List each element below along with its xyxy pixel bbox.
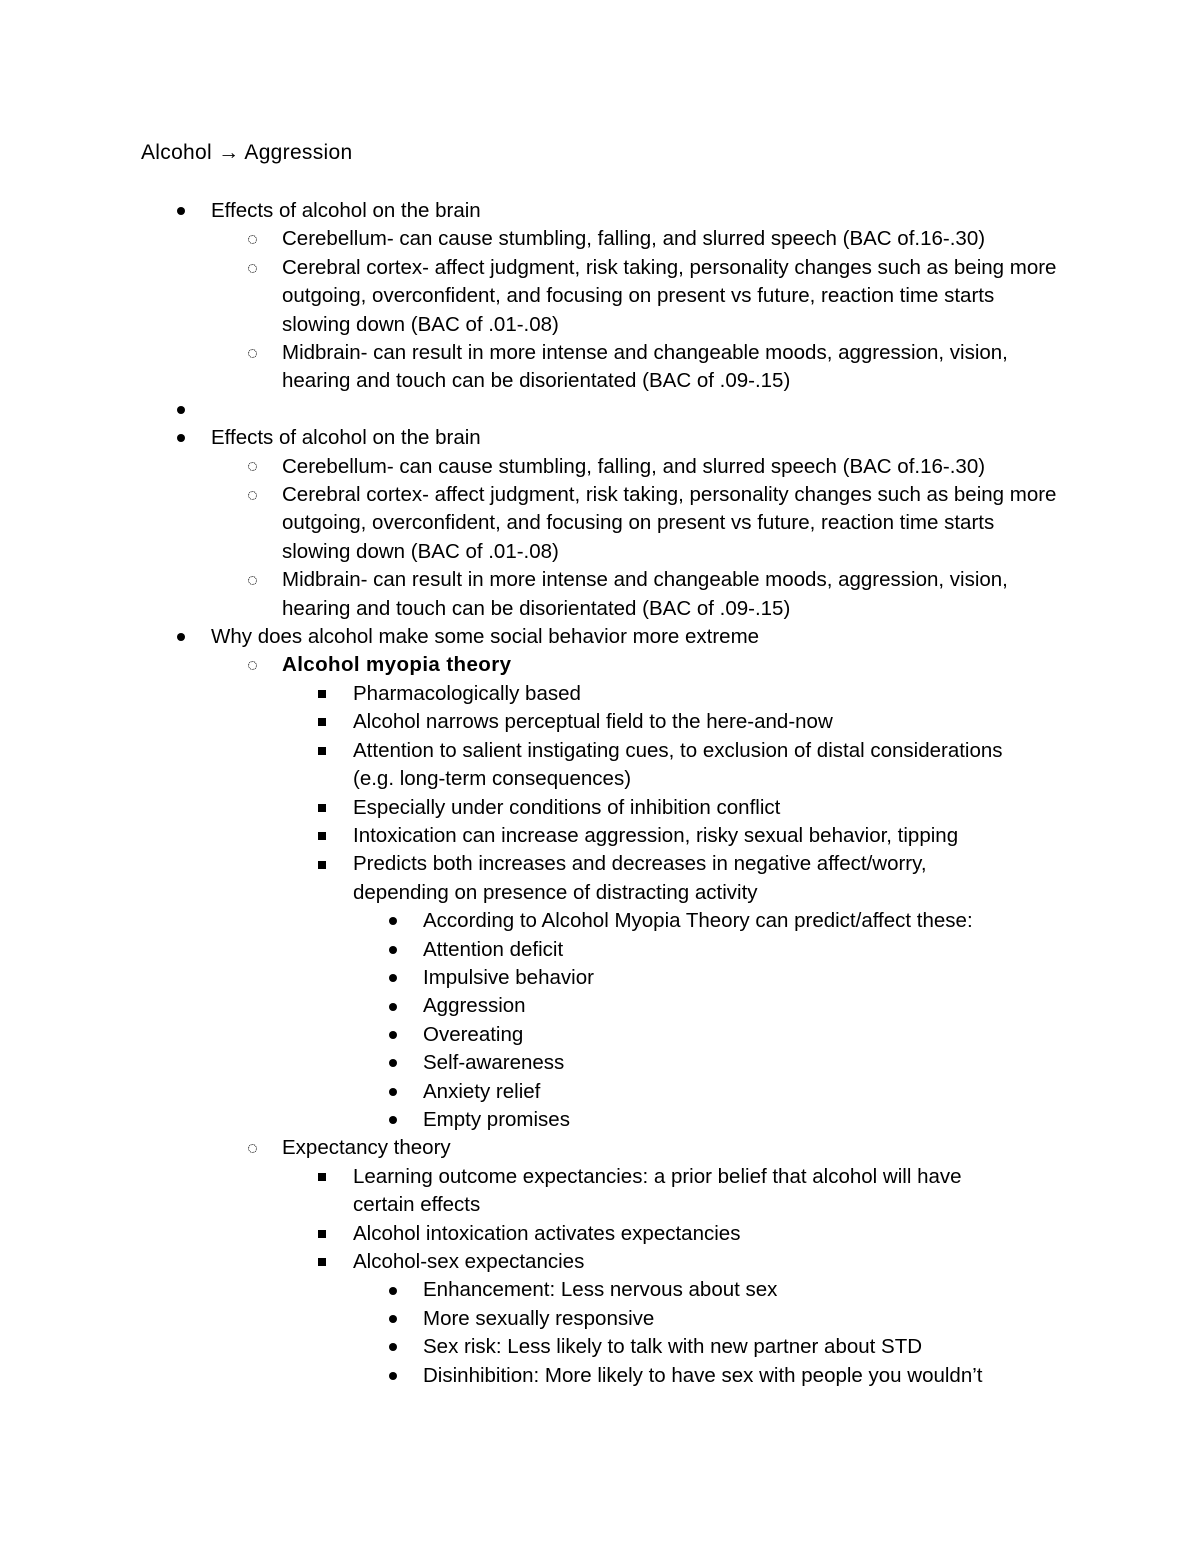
list-item-text: Especially under conditions of inhibition conflict	[353, 795, 781, 819]
list-item	[0, 964, 1063, 992]
bullet-ring-icon	[248, 225, 257, 253]
list-item-text: More sexually responsive	[423, 1306, 655, 1330]
list-item-heading	[0, 1134, 1062, 1162]
bullet-square-icon	[318, 1248, 326, 1276]
bullet-disc-icon	[389, 1021, 397, 1049]
list-item-text: Midbrain- can result in more intense and changeable moods, aggression, vision, hearing and touch can be disorientated (BAC of .09-.15)	[282, 568, 1008, 620]
list-item	[0, 1276, 1063, 1304]
list-item	[0, 1248, 1013, 1276]
list-item	[0, 481, 1062, 566]
bullet-disc-icon	[177, 623, 185, 651]
list-item-text: Why does alcohol make some social behavior more extreme	[211, 625, 760, 649]
list-item-text: Impulsive behavior	[423, 965, 594, 989]
bullet-ring-icon	[248, 254, 257, 282]
bullet-square-icon	[318, 794, 326, 822]
list-item-text: Alcohol intoxication activates expectancies	[353, 1221, 741, 1245]
list-item-text: Expectancy theory	[282, 1136, 451, 1160]
list-item	[0, 453, 1062, 481]
list-item-text: Predicts both increases and decreases in negative affect/worry, depending on presence of distracting activity	[353, 852, 927, 904]
list-item	[0, 850, 1013, 907]
list-item	[0, 1049, 1063, 1077]
list-item	[0, 197, 1061, 225]
list-item-text: Alcohol-sex expectancies	[353, 1250, 585, 1274]
list-item-text: Aggression	[423, 994, 526, 1018]
list-item	[0, 708, 1013, 736]
list-item	[0, 680, 1013, 708]
list-item	[0, 822, 1013, 850]
list-item	[0, 566, 1062, 623]
list-item	[0, 1106, 1063, 1134]
list-item-text: Effects of alcohol on the brain	[211, 426, 481, 450]
bullet-ring-icon	[248, 566, 257, 594]
list-item	[0, 1220, 1013, 1248]
bullet-ring-icon	[248, 481, 257, 509]
list-item	[0, 737, 1013, 794]
list-item	[0, 339, 1062, 396]
list-item-text: Pharmacologically based	[353, 681, 581, 705]
list-item-text: Alcohol narrows perceptual field to the here-and-now	[353, 710, 833, 734]
list-item-text: According to Alcohol Myopia Theory can predict/affect these:	[423, 909, 973, 933]
list-item-text: Sex risk: Less likely to talk with new partner about STD	[423, 1335, 923, 1359]
bullet-list	[0, 197, 1200, 1390]
list-item-heading	[0, 651, 1062, 679]
list-item-text: Empty promises	[423, 1107, 570, 1131]
list-item-text: Disinhibition: More likely to have sex with people you wouldn’t	[423, 1363, 983, 1387]
bullet-square-icon	[318, 822, 326, 850]
bullet-disc-icon	[389, 1333, 397, 1361]
list-item	[0, 254, 1062, 339]
bullet-ring-icon	[248, 651, 257, 679]
list-item-text: Anxiety relief	[423, 1079, 541, 1103]
bullet-disc-icon	[389, 1078, 397, 1106]
list-item-empty	[0, 396, 1061, 424]
list-item-text: Alcohol myopia theory	[282, 653, 512, 677]
bullet-ring-icon	[248, 339, 257, 367]
bullet-disc-icon	[177, 424, 185, 452]
list-item	[0, 936, 1063, 964]
list-item	[0, 623, 1061, 651]
list-item-text: Attention deficit	[423, 937, 564, 961]
bullet-disc-icon	[389, 1276, 397, 1304]
bullet-disc-icon	[389, 964, 397, 992]
bullet-disc-icon	[389, 992, 397, 1020]
list-item-text: Cerebral cortex- affect judgment, risk taking, personality changes such as being more outgoing, overconfident, and focusing on present vs future, reaction time starts slowing down (BAC of .01-.08)	[282, 255, 1057, 336]
bullet-disc-icon	[389, 1362, 397, 1390]
document-title: Alcohol → Aggression	[141, 141, 353, 164]
bullet-ring-icon	[248, 453, 257, 481]
bullet-disc-icon	[389, 907, 397, 935]
list-item	[0, 1362, 1063, 1390]
list-item	[0, 424, 1061, 452]
bullet-disc-icon	[389, 936, 397, 964]
list-item-text: Learning outcome expectancies: a prior belief that alcohol will have certain effects	[353, 1164, 962, 1217]
bullet-disc-icon	[177, 197, 185, 225]
list-item-text: Self-awareness	[423, 1051, 565, 1075]
list-item	[0, 1333, 1063, 1361]
list-item-text: Cerebellum- can cause stumbling, falling, and slurred speech (BAC of.16-.30)	[282, 454, 986, 478]
bullet-square-icon	[318, 850, 326, 878]
bullet-square-icon	[318, 1163, 326, 1191]
list-item	[0, 1021, 1063, 1049]
bullet-disc-icon	[389, 1049, 397, 1077]
list-item	[0, 992, 1063, 1020]
list-item	[0, 1078, 1063, 1106]
bullet-square-icon	[318, 708, 326, 736]
list-item-text: Attention to salient instigating cues, to exclusion of distal considerations (e.g. long-term consequences)	[353, 738, 1003, 791]
list-item	[0, 225, 1062, 253]
bullet-ring-icon	[248, 1134, 257, 1162]
list-item	[0, 907, 1063, 935]
list-item-text: Enhancement: Less nervous about sex	[423, 1278, 778, 1302]
list-item-text: Cerebral cortex- affect judgment, risk taking, personality changes such as being more outgoing, overconfident, and focusing on present vs future, reaction time starts slowing down (BAC of .01-.08)	[282, 483, 1057, 563]
bullet-disc-icon	[389, 1106, 397, 1134]
list-item-text: Midbrain- can result in more intense and changeable moods, aggression, vision, hearing and touch can be disorientated (BAC of .09-.15)	[282, 341, 1008, 393]
bullet-square-icon	[318, 680, 326, 708]
list-item-text: Intoxication can increase aggression, risky sexual behavior, tipping	[353, 823, 959, 847]
bullet-square-icon	[318, 737, 326, 765]
list-item-text: Overeating	[423, 1022, 524, 1046]
bullet-square-icon	[318, 1220, 326, 1248]
list-item	[0, 794, 1013, 822]
list-item	[0, 1305, 1063, 1333]
list-item-text: Effects of alcohol on the brain	[211, 199, 481, 222]
bullet-disc-icon	[389, 1305, 397, 1333]
bullet-disc-icon	[177, 396, 185, 424]
list-item	[0, 1163, 1013, 1220]
list-item-text: Cerebellum- can cause stumbling, falling, and slurred speech (BAC of.16-.30)	[282, 227, 986, 251]
